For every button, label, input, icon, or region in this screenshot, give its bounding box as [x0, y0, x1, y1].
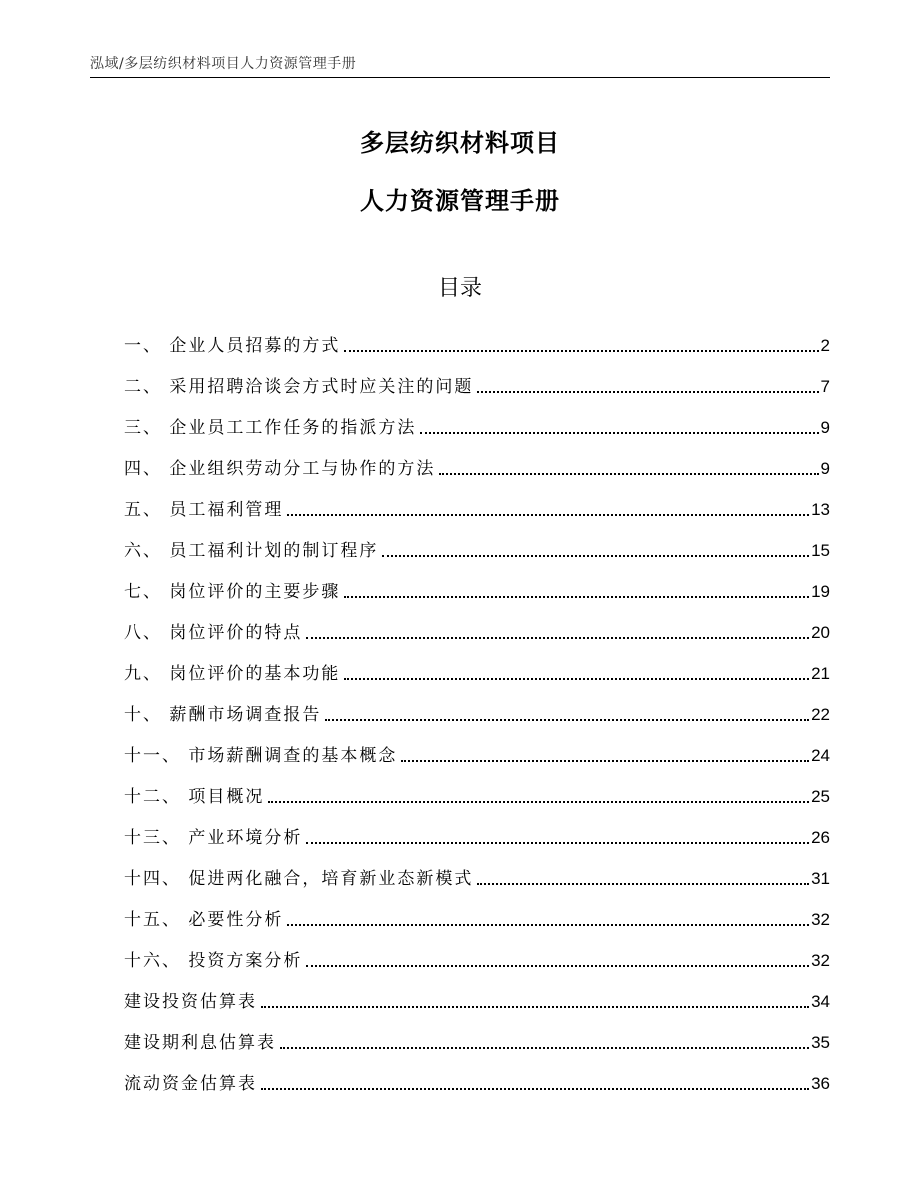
document-title-line-1: 多层纺织材料项目	[360, 129, 560, 157]
toc-entry-label: 十四、 促进两化融合，培育新业态新模式	[124, 869, 474, 889]
toc-entry-page: 36	[811, 1074, 830, 1093]
toc-entry-label: 二、 采用招聘洽谈会方式时应关注的问题	[124, 377, 474, 397]
toc-entry-page: 15	[811, 541, 830, 560]
running-header: 泓域/多层纺织材料项目人力资源管理手册	[90, 56, 357, 72]
toc-entry-page: 26	[811, 828, 830, 847]
document-title-line-2: 人力资源管理手册	[360, 187, 560, 215]
toc-entry[interactable]	[124, 603, 830, 644]
toc-leader-dots	[325, 719, 809, 721]
toc-leader-dots	[344, 596, 809, 598]
toc-leader-dots	[344, 678, 809, 680]
toc-entry[interactable]	[124, 685, 830, 726]
toc-entry[interactable]	[124, 1013, 830, 1054]
toc-entry-label: 七、 岗位评价的主要步骤	[124, 582, 341, 602]
toc-leader-dots	[401, 760, 809, 762]
toc-entry[interactable]	[124, 1054, 830, 1095]
toc-entry-page: 9	[820, 418, 830, 437]
toc-leader-dots	[268, 801, 809, 803]
toc-heading: 目录	[437, 276, 482, 301]
toc-entry[interactable]	[124, 398, 830, 439]
toc-entry[interactable]	[124, 521, 830, 562]
toc-entry-page: 21	[811, 664, 830, 683]
toc-entry-page: 35	[811, 1033, 830, 1052]
toc-leader-dots	[477, 391, 818, 393]
toc-entry-label: 十五、 必要性分析	[124, 910, 284, 930]
toc-entry[interactable]	[124, 972, 830, 1013]
toc-leader-dots	[306, 842, 809, 844]
toc-entry[interactable]	[124, 849, 830, 890]
toc-entry-page: 22	[811, 705, 830, 724]
toc-entry-label: 十二、 项目概况	[124, 787, 265, 807]
toc-leader-dots	[261, 1006, 809, 1008]
toc-entry-label: 四、 企业组织劳动分工与协作的方法	[124, 459, 436, 479]
toc-entry-label: 六、 员工福利计划的制订程序	[124, 541, 379, 561]
toc-leader-dots	[382, 555, 809, 557]
toc-entry-page: 32	[811, 951, 830, 970]
toc-entry[interactable]	[124, 767, 830, 808]
header-divider	[90, 77, 830, 78]
toc-entry[interactable]	[124, 931, 830, 972]
toc-entry-label: 五、 员工福利管理	[124, 500, 284, 520]
toc-entry-label: 十一、 市场薪酬调查的基本概念	[124, 746, 398, 766]
toc-entry-page: 19	[811, 582, 830, 601]
toc-leader-dots	[306, 637, 809, 639]
toc-entry[interactable]	[124, 644, 830, 685]
toc-leader-dots	[439, 473, 818, 475]
toc-entry-page: 2	[820, 336, 830, 355]
toc-entry-label: 十三、 产业环境分析	[124, 828, 303, 848]
toc-entry-page: 31	[811, 869, 830, 888]
toc-entry-label: 建设期利息估算表	[124, 1033, 276, 1053]
toc-entry-page: 32	[811, 910, 830, 929]
toc-entry-label: 十、 薪酬市场调查报告	[124, 705, 322, 725]
toc-leader-dots	[261, 1088, 809, 1090]
toc-entry-label: 九、 岗位评价的基本功能	[124, 664, 341, 684]
toc-entry[interactable]	[124, 562, 830, 603]
toc-entry-page: 13	[811, 500, 830, 519]
toc-entry-label: 三、 企业员工工作任务的指派方法	[124, 418, 417, 438]
toc-entry-page: 9	[820, 459, 830, 478]
toc-leader-dots	[420, 432, 818, 434]
toc-entry-label: 建设投资估算表	[124, 992, 257, 1012]
toc-entry[interactable]	[124, 439, 830, 480]
toc-leader-dots	[280, 1047, 809, 1049]
toc-entry[interactable]	[124, 357, 830, 398]
toc-entry-page: 20	[811, 623, 830, 642]
toc-entry[interactable]	[124, 808, 830, 849]
toc-entry-label: 一、 企业人员招募的方式	[124, 336, 341, 356]
toc-leader-dots	[344, 350, 818, 352]
toc-entry-label: 八、 岗位评价的特点	[124, 623, 303, 643]
toc-entry-page: 7	[820, 377, 830, 396]
table-of-contents	[124, 316, 830, 1095]
toc-entry[interactable]	[124, 316, 830, 357]
toc-leader-dots	[287, 514, 809, 516]
toc-entry-label: 流动资金估算表	[124, 1074, 257, 1094]
toc-entry-label: 十六、 投资方案分析	[124, 951, 303, 971]
toc-entry[interactable]	[124, 726, 830, 767]
toc-leader-dots	[287, 924, 809, 926]
toc-leader-dots	[306, 965, 809, 967]
toc-entry[interactable]	[124, 890, 830, 931]
toc-entry-page: 25	[811, 787, 830, 806]
toc-entry-page: 34	[811, 992, 830, 1011]
toc-leader-dots	[477, 883, 809, 885]
toc-entry[interactable]	[124, 480, 830, 521]
toc-entry-page: 24	[811, 746, 830, 765]
